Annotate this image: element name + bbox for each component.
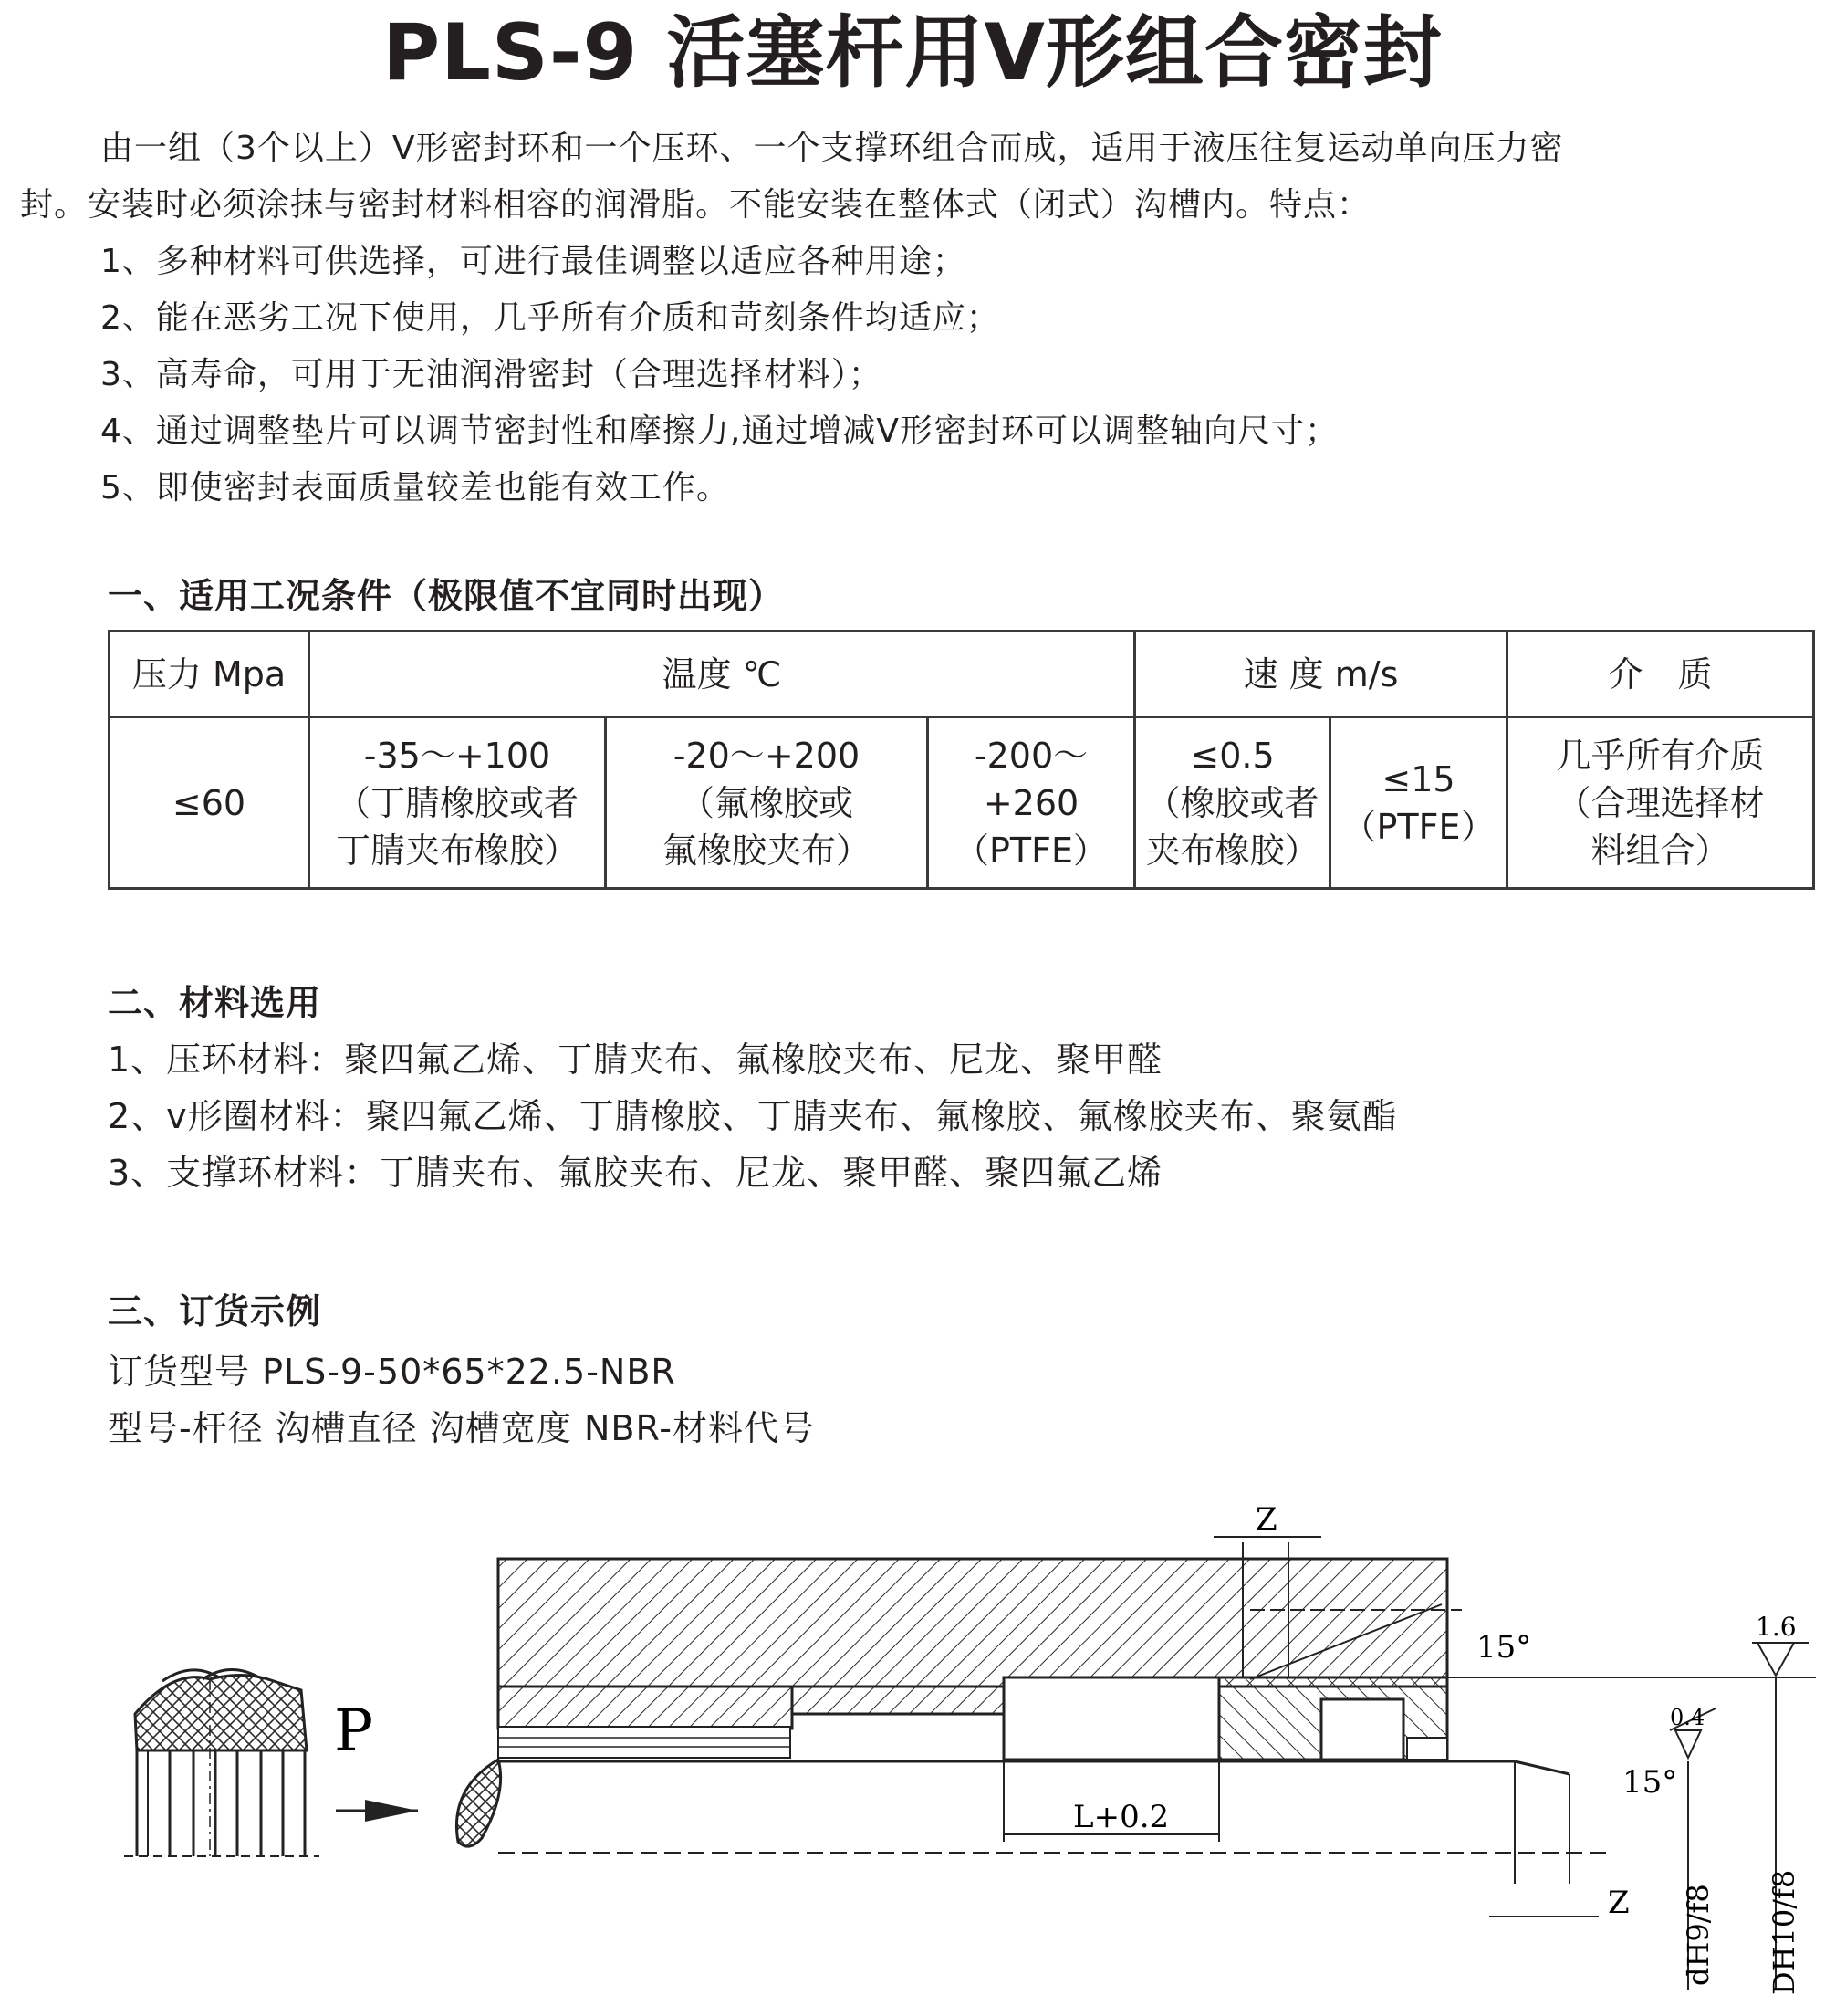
list-item: 2、v形圈材料：聚四氟乙烯、丁腈橡胶、丁腈夹布、氟橡胶、氟橡胶夹布、聚氨酯 (108, 1096, 1398, 1136)
z-top-label: Z (1256, 1501, 1278, 1538)
pressure-label: P (334, 1697, 374, 1765)
cell-line: 夹布橡胶） (1145, 830, 1319, 871)
cell-line: 几乎所有介质 (1556, 735, 1765, 776)
seal-drawing (0, 1478, 1825, 2016)
angle-top-label: 15° (1476, 1629, 1532, 1666)
cell-line: 氟橡胶夹布） (662, 830, 871, 871)
rod-break (456, 1760, 500, 1846)
roughness-symbol (1670, 1705, 1716, 1758)
feature-item: 5、即使密封表面质量较差也能有效工作。 (100, 469, 730, 507)
cell-line: （丁腈橡胶或者 (335, 782, 579, 823)
page-title: PLS-9 活塞杆用V形组合密封 (382, 7, 1443, 99)
cell-line: -200～ (974, 735, 1089, 776)
cell-line: （PTFE） (954, 830, 1108, 871)
diameter-dimensions (1447, 1677, 1816, 1995)
table-row (110, 717, 1814, 889)
cell-temp-fkm (606, 717, 928, 889)
housing (498, 1559, 1447, 1760)
length-label: L+0.2 (1073, 1799, 1170, 1835)
list-item: 1、压环材料：聚四氟乙烯、丁腈夹布、氟橡胶夹布、尼龙、聚甲醛 (108, 1039, 1163, 1080)
cell-line: +260 (983, 782, 1079, 823)
feature-item: 3、高寿命，可用于无油润滑密封（合理选择材料）； (100, 356, 882, 393)
feature-item: 2、能在恶劣工况下使用，几乎所有介质和苛刻条件均适应； (100, 299, 1000, 337)
rod (498, 1761, 1606, 1884)
ordering-example (108, 1343, 815, 1457)
section-heading-conditions: 一、适用工况条件（极限值不宜同时出现） (108, 576, 785, 616)
intro-text (20, 120, 1809, 517)
roughness-2-label: 0.4 (1670, 1705, 1705, 1730)
pressure-arrowhead (365, 1800, 418, 1822)
cell-line: 丁腈夹布橡胶） (335, 830, 579, 871)
cell-line: -35～+100 (363, 735, 551, 776)
angle-bottom-label: 15° (1622, 1764, 1678, 1801)
header-temperature: 温度 ℃ (309, 632, 1135, 717)
cell-line: （PTFE） (1341, 806, 1496, 847)
length-dimension (1004, 1761, 1219, 1842)
cell-pressure: ≤60 (110, 717, 309, 889)
cell-line: （合理选择材 (1556, 782, 1765, 823)
materials-list (108, 1031, 1398, 1201)
intro-line-1: 由一组（3个以上）V形密封环和一个压环、一个支撑环组合而成，适用于液压往复运动单向压力密 (100, 130, 1564, 167)
seal-section-view (124, 1669, 319, 1856)
cell-line: ≤0.5 (1190, 735, 1275, 776)
cell-temp-ptfe (928, 717, 1135, 889)
cell-speed-ptfe (1330, 717, 1507, 889)
feature-item: 4、通过调整垫片可以调节密封性和摩擦力,通过增减V形密封环可以调整轴向尺寸； (100, 413, 1339, 450)
z-bottom-label: Z (1608, 1885, 1630, 1921)
groove-diameter-label: DH10/f8 (1767, 1869, 1801, 1995)
cell-line: （橡胶或者 (1145, 782, 1319, 823)
cell-line: -20～+200 (673, 735, 860, 776)
cell-line: 料组合） (1590, 830, 1730, 871)
header-pressure: 压力 Mpa (110, 632, 309, 717)
order-line: 订货型号 PLS-9-50*65*22.5-NBR (108, 1352, 676, 1392)
list-item: 3、支撑环材料：丁腈夹布、氟胶夹布、尼龙、聚甲醛、聚四氟乙烯 (108, 1153, 1163, 1193)
rod-diameter-label: dH9/f8 (1681, 1884, 1716, 1986)
conditions-table (108, 630, 1815, 890)
feature-item: 1、多种材料可供选择，可进行最佳调整以适应各种用途； (100, 243, 966, 280)
table-header-row (110, 632, 1814, 717)
header-medium: 介 质 (1507, 632, 1814, 717)
cell-line: ≤15 (1382, 758, 1455, 799)
section-heading-materials: 二、材料选用 (108, 983, 322, 1023)
cell-medium (1507, 717, 1814, 889)
header-speed: 速 度 m/s (1135, 632, 1507, 717)
z-dimension-bottom (1489, 1885, 1630, 1921)
roughness-1-label: 1.6 (1756, 1612, 1797, 1642)
roughness-symbol (1752, 1612, 1809, 1676)
intro-line-2: 封。安装时必须涂抹与密封材料相容的润滑脂。不能安装在整体式（闭式）沟槽内。特点： (20, 186, 1371, 224)
cell-line: （氟橡胶或 (679, 782, 853, 823)
section-heading-ordering: 三、订货示例 (108, 1291, 322, 1332)
cell-temp-nbr (309, 717, 606, 889)
cell-speed-rubber (1135, 717, 1330, 889)
order-line: 型号-杆径 沟槽直径 沟槽宽度 NBR-材料代号 (108, 1408, 816, 1448)
